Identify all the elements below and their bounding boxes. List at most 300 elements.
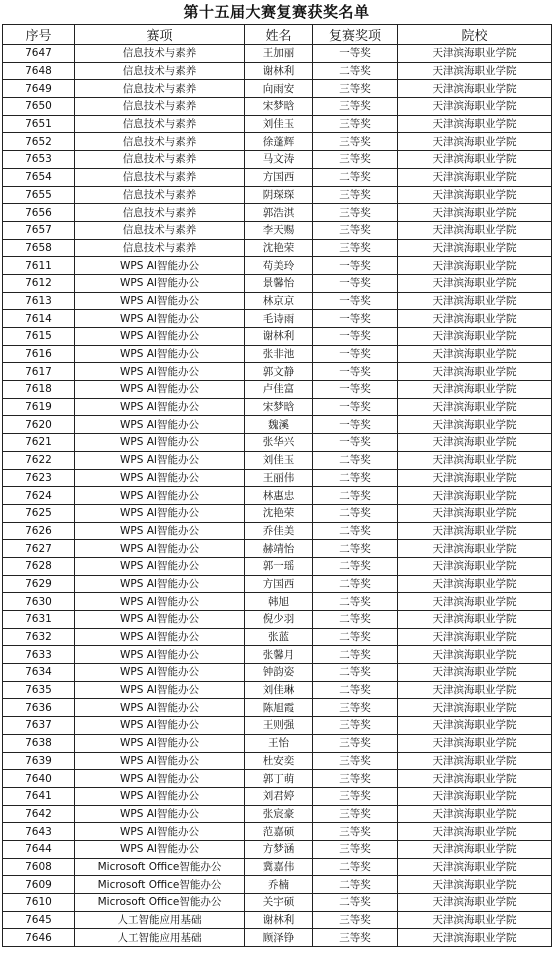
cell-award: 一等奖 bbox=[313, 310, 398, 328]
cell-event: Microsoft Office智能办公 bbox=[75, 894, 245, 912]
cell-serial: 7638 bbox=[3, 734, 75, 752]
table-row bbox=[3, 611, 552, 629]
cell-name: 王怡 bbox=[245, 734, 313, 752]
cell-name: 刘君婷 bbox=[245, 787, 313, 805]
cell-school: 天津滨海职业学院 bbox=[398, 770, 552, 788]
cell-event: 信息技术与素养 bbox=[75, 80, 245, 98]
cell-name: 林京京 bbox=[245, 292, 313, 310]
cell-serial: 7647 bbox=[3, 45, 75, 63]
cell-event: WPS AI智能办公 bbox=[75, 310, 245, 328]
cell-serial: 7612 bbox=[3, 274, 75, 292]
cell-award: 三等奖 bbox=[313, 98, 398, 116]
cell-award: 三等奖 bbox=[313, 239, 398, 257]
cell-name: 徐蓬辉 bbox=[245, 133, 313, 151]
cell-award: 二等奖 bbox=[313, 628, 398, 646]
table-row bbox=[3, 734, 552, 752]
table-row bbox=[3, 646, 552, 664]
cell-school: 天津滨海职业学院 bbox=[398, 611, 552, 629]
cell-school: 天津滨海职业学院 bbox=[398, 664, 552, 682]
table-row bbox=[3, 416, 552, 434]
cell-name: 谢林利 bbox=[245, 328, 313, 346]
cell-event: WPS AI智能办公 bbox=[75, 664, 245, 682]
cell-school: 天津滨海职业学院 bbox=[398, 257, 552, 275]
cell-award: 二等奖 bbox=[313, 469, 398, 487]
cell-school: 天津滨海职业学院 bbox=[398, 752, 552, 770]
table-header bbox=[3, 25, 552, 45]
cell-name: 张馨月 bbox=[245, 646, 313, 664]
cell-event: WPS AI智能办公 bbox=[75, 292, 245, 310]
table-row bbox=[3, 257, 552, 275]
header-event: 赛项 bbox=[75, 25, 245, 45]
cell-name: 郭一瑶 bbox=[245, 557, 313, 575]
cell-school: 天津滨海职业学院 bbox=[398, 204, 552, 222]
cell-award: 二等奖 bbox=[313, 557, 398, 575]
cell-school: 天津滨海职业学院 bbox=[398, 646, 552, 664]
cell-name: 韩旭 bbox=[245, 593, 313, 611]
cell-school: 天津滨海职业学院 bbox=[398, 451, 552, 469]
cell-award: 三等奖 bbox=[313, 115, 398, 133]
cell-name: 郭丁萌 bbox=[245, 770, 313, 788]
cell-name: 李天赐 bbox=[245, 221, 313, 239]
cell-award: 一等奖 bbox=[313, 45, 398, 63]
cell-award: 三等奖 bbox=[313, 929, 398, 947]
cell-event: WPS AI智能办公 bbox=[75, 681, 245, 699]
table-body bbox=[3, 45, 552, 947]
cell-name: 冀嘉伟 bbox=[245, 858, 313, 876]
cell-serial: 7654 bbox=[3, 168, 75, 186]
cell-serial: 7618 bbox=[3, 381, 75, 399]
cell-event: WPS AI智能办公 bbox=[75, 557, 245, 575]
cell-school: 天津滨海职业学院 bbox=[398, 45, 552, 63]
cell-serial: 7635 bbox=[3, 681, 75, 699]
cell-award: 三等奖 bbox=[313, 840, 398, 858]
cell-event: 信息技术与素养 bbox=[75, 133, 245, 151]
table-row bbox=[3, 504, 552, 522]
cell-name: 谢林利 bbox=[245, 62, 313, 80]
cell-name: 郭浩淇 bbox=[245, 204, 313, 222]
cell-award: 三等奖 bbox=[313, 80, 398, 98]
cell-serial: 7623 bbox=[3, 469, 75, 487]
cell-award: 二等奖 bbox=[313, 681, 398, 699]
cell-school: 天津滨海职业学院 bbox=[398, 717, 552, 735]
table-row bbox=[3, 894, 552, 912]
cell-name: 宋梦晗 bbox=[245, 398, 313, 416]
table-row bbox=[3, 858, 552, 876]
cell-name: 林惠忠 bbox=[245, 487, 313, 505]
table-row bbox=[3, 363, 552, 381]
table-row bbox=[3, 168, 552, 186]
cell-event: WPS AI智能办公 bbox=[75, 805, 245, 823]
cell-award: 三等奖 bbox=[313, 151, 398, 169]
cell-school: 天津滨海职业学院 bbox=[398, 593, 552, 611]
cell-name: 向雨安 bbox=[245, 80, 313, 98]
header-school: 院校 bbox=[398, 25, 552, 45]
cell-award: 二等奖 bbox=[313, 575, 398, 593]
cell-event: 信息技术与素养 bbox=[75, 168, 245, 186]
cell-event: WPS AI智能办公 bbox=[75, 628, 245, 646]
cell-serial: 7622 bbox=[3, 451, 75, 469]
cell-event: 信息技术与素养 bbox=[75, 115, 245, 133]
cell-event: 人工智能应用基础 bbox=[75, 911, 245, 929]
cell-name: 宋梦晗 bbox=[245, 98, 313, 116]
cell-name: 张非池 bbox=[245, 345, 313, 363]
table-row bbox=[3, 787, 552, 805]
table-row bbox=[3, 469, 552, 487]
cell-school: 天津滨海职业学院 bbox=[398, 557, 552, 575]
cell-serial: 7630 bbox=[3, 593, 75, 611]
table-row bbox=[3, 575, 552, 593]
cell-serial: 7652 bbox=[3, 133, 75, 151]
cell-event: WPS AI智能办公 bbox=[75, 787, 245, 805]
table-row bbox=[3, 628, 552, 646]
table-row bbox=[3, 274, 552, 292]
cell-serial: 7645 bbox=[3, 911, 75, 929]
cell-serial: 7633 bbox=[3, 646, 75, 664]
cell-name: 关宇硕 bbox=[245, 894, 313, 912]
cell-name: 苟美玲 bbox=[245, 257, 313, 275]
cell-serial: 7624 bbox=[3, 487, 75, 505]
cell-event: WPS AI智能办公 bbox=[75, 469, 245, 487]
cell-serial: 7640 bbox=[3, 770, 75, 788]
cell-event: WPS AI智能办公 bbox=[75, 451, 245, 469]
cell-award: 三等奖 bbox=[313, 911, 398, 929]
cell-school: 天津滨海职业学院 bbox=[398, 345, 552, 363]
cell-event: WPS AI智能办公 bbox=[75, 434, 245, 452]
table-row bbox=[3, 115, 552, 133]
cell-school: 天津滨海职业学院 bbox=[398, 398, 552, 416]
cell-event: WPS AI智能办公 bbox=[75, 398, 245, 416]
cell-award: 二等奖 bbox=[313, 858, 398, 876]
cell-award: 一等奖 bbox=[313, 345, 398, 363]
cell-name: 刘佳玉 bbox=[245, 451, 313, 469]
table-row bbox=[3, 381, 552, 399]
cell-serial: 7620 bbox=[3, 416, 75, 434]
cell-award: 二等奖 bbox=[313, 62, 398, 80]
cell-name: 卢佳富 bbox=[245, 381, 313, 399]
cell-name: 郭文静 bbox=[245, 363, 313, 381]
cell-school: 天津滨海职业学院 bbox=[398, 292, 552, 310]
cell-event: WPS AI智能办公 bbox=[75, 328, 245, 346]
cell-school: 天津滨海职业学院 bbox=[398, 858, 552, 876]
cell-event: 人工智能应用基础 bbox=[75, 929, 245, 947]
cell-name: 景馨怡 bbox=[245, 274, 313, 292]
cell-event: WPS AI智能办公 bbox=[75, 611, 245, 629]
cell-event: WPS AI智能办公 bbox=[75, 381, 245, 399]
cell-serial: 7629 bbox=[3, 575, 75, 593]
cell-name: 方国西 bbox=[245, 168, 313, 186]
cell-serial: 7625 bbox=[3, 504, 75, 522]
cell-award: 一等奖 bbox=[313, 398, 398, 416]
cell-school: 天津滨海职业学院 bbox=[398, 504, 552, 522]
cell-serial: 7650 bbox=[3, 98, 75, 116]
cell-serial: 7611 bbox=[3, 257, 75, 275]
table-row bbox=[3, 805, 552, 823]
table-row bbox=[3, 221, 552, 239]
cell-school: 天津滨海职业学院 bbox=[398, 363, 552, 381]
table-row bbox=[3, 911, 552, 929]
table-row bbox=[3, 133, 552, 151]
cell-event: 信息技术与素养 bbox=[75, 45, 245, 63]
cell-school: 天津滨海职业学院 bbox=[398, 823, 552, 841]
cell-serial: 7646 bbox=[3, 929, 75, 947]
table-row bbox=[3, 239, 552, 257]
cell-name: 刘佳玉 bbox=[245, 115, 313, 133]
cell-school: 天津滨海职业学院 bbox=[398, 469, 552, 487]
cell-school: 天津滨海职业学院 bbox=[398, 522, 552, 540]
cell-serial: 7615 bbox=[3, 328, 75, 346]
cell-award: 一等奖 bbox=[313, 257, 398, 275]
cell-event: WPS AI智能办公 bbox=[75, 575, 245, 593]
table-row bbox=[3, 98, 552, 116]
cell-name: 陈旭霞 bbox=[245, 699, 313, 717]
cell-award: 三等奖 bbox=[313, 133, 398, 151]
cell-serial: 7643 bbox=[3, 823, 75, 841]
cell-school: 天津滨海职业学院 bbox=[398, 876, 552, 894]
table-row bbox=[3, 593, 552, 611]
table-row bbox=[3, 310, 552, 328]
cell-event: WPS AI智能办公 bbox=[75, 840, 245, 858]
cell-event: 信息技术与素养 bbox=[75, 62, 245, 80]
table-row bbox=[3, 557, 552, 575]
cell-serial: 7651 bbox=[3, 115, 75, 133]
cell-serial: 7655 bbox=[3, 186, 75, 204]
table-row bbox=[3, 929, 552, 947]
cell-name: 赫靖怡 bbox=[245, 540, 313, 558]
cell-name: 倪少羽 bbox=[245, 611, 313, 629]
cell-school: 天津滨海职业学院 bbox=[398, 628, 552, 646]
cell-award: 三等奖 bbox=[313, 823, 398, 841]
cell-event: WPS AI智能办公 bbox=[75, 345, 245, 363]
cell-name: 方国西 bbox=[245, 575, 313, 593]
cell-award: 一等奖 bbox=[313, 292, 398, 310]
cell-school: 天津滨海职业学院 bbox=[398, 239, 552, 257]
cell-serial: 7642 bbox=[3, 805, 75, 823]
cell-event: WPS AI智能办公 bbox=[75, 752, 245, 770]
cell-serial: 7658 bbox=[3, 239, 75, 257]
cell-school: 天津滨海职业学院 bbox=[398, 575, 552, 593]
cell-serial: 7627 bbox=[3, 540, 75, 558]
cell-event: Microsoft Office智能办公 bbox=[75, 858, 245, 876]
cell-serial: 7617 bbox=[3, 363, 75, 381]
cell-serial: 7631 bbox=[3, 611, 75, 629]
table-row bbox=[3, 434, 552, 452]
table-row bbox=[3, 717, 552, 735]
cell-event: WPS AI智能办公 bbox=[75, 504, 245, 522]
cell-event: WPS AI智能办公 bbox=[75, 522, 245, 540]
cell-event: WPS AI智能办公 bbox=[75, 699, 245, 717]
table-row bbox=[3, 328, 552, 346]
cell-school: 天津滨海职业学院 bbox=[398, 540, 552, 558]
cell-serial: 7614 bbox=[3, 310, 75, 328]
cell-school: 天津滨海职业学院 bbox=[398, 734, 552, 752]
cell-serial: 7639 bbox=[3, 752, 75, 770]
header-row bbox=[3, 25, 552, 45]
cell-serial: 7616 bbox=[3, 345, 75, 363]
cell-award: 三等奖 bbox=[313, 717, 398, 735]
cell-award: 二等奖 bbox=[313, 894, 398, 912]
table-row bbox=[3, 80, 552, 98]
cell-name: 刘佳琳 bbox=[245, 681, 313, 699]
cell-school: 天津滨海职业学院 bbox=[398, 168, 552, 186]
cell-serial: 7609 bbox=[3, 876, 75, 894]
cell-award: 一等奖 bbox=[313, 434, 398, 452]
cell-serial: 7644 bbox=[3, 840, 75, 858]
cell-name: 顾泽铮 bbox=[245, 929, 313, 947]
cell-name: 张宸豪 bbox=[245, 805, 313, 823]
cell-school: 天津滨海职业学院 bbox=[398, 98, 552, 116]
cell-serial: 7637 bbox=[3, 717, 75, 735]
cell-award: 二等奖 bbox=[313, 451, 398, 469]
cell-event: WPS AI智能办公 bbox=[75, 487, 245, 505]
cell-event: WPS AI智能办公 bbox=[75, 274, 245, 292]
cell-name: 张蓝 bbox=[245, 628, 313, 646]
cell-award: 三等奖 bbox=[313, 734, 398, 752]
header-name: 姓名 bbox=[245, 25, 313, 45]
cell-serial: 7653 bbox=[3, 151, 75, 169]
cell-serial: 7634 bbox=[3, 664, 75, 682]
cell-event: 信息技术与素养 bbox=[75, 204, 245, 222]
cell-award: 二等奖 bbox=[313, 168, 398, 186]
cell-award: 二等奖 bbox=[313, 504, 398, 522]
cell-school: 天津滨海职业学院 bbox=[398, 699, 552, 717]
cell-school: 天津滨海职业学院 bbox=[398, 151, 552, 169]
header-award: 复赛奖项 bbox=[313, 25, 398, 45]
cell-serial: 7613 bbox=[3, 292, 75, 310]
cell-event: WPS AI智能办公 bbox=[75, 416, 245, 434]
cell-event: WPS AI智能办公 bbox=[75, 363, 245, 381]
cell-award: 二等奖 bbox=[313, 646, 398, 664]
cell-award: 三等奖 bbox=[313, 221, 398, 239]
cell-school: 天津滨海职业学院 bbox=[398, 62, 552, 80]
cell-event: 信息技术与素养 bbox=[75, 98, 245, 116]
cell-event: WPS AI智能办公 bbox=[75, 717, 245, 735]
cell-serial: 7610 bbox=[3, 894, 75, 912]
cell-event: WPS AI智能办公 bbox=[75, 823, 245, 841]
cell-event: 信息技术与素养 bbox=[75, 151, 245, 169]
table-row bbox=[3, 823, 552, 841]
table-row bbox=[3, 398, 552, 416]
cell-award: 二等奖 bbox=[313, 876, 398, 894]
cell-event: WPS AI智能办公 bbox=[75, 540, 245, 558]
cell-event: Microsoft Office智能办公 bbox=[75, 876, 245, 894]
cell-serial: 7657 bbox=[3, 221, 75, 239]
cell-name: 乔楠 bbox=[245, 876, 313, 894]
table-row bbox=[3, 45, 552, 63]
cell-award: 一等奖 bbox=[313, 274, 398, 292]
cell-name: 钟韵姿 bbox=[245, 664, 313, 682]
cell-name: 王则强 bbox=[245, 717, 313, 735]
cell-name: 王加丽 bbox=[245, 45, 313, 63]
cell-event: 信息技术与素养 bbox=[75, 186, 245, 204]
cell-school: 天津滨海职业学院 bbox=[398, 681, 552, 699]
cell-school: 天津滨海职业学院 bbox=[398, 133, 552, 151]
cell-award: 一等奖 bbox=[313, 363, 398, 381]
cell-school: 天津滨海职业学院 bbox=[398, 274, 552, 292]
table-row bbox=[3, 664, 552, 682]
cell-school: 天津滨海职业学院 bbox=[398, 894, 552, 912]
cell-name: 魏溪 bbox=[245, 416, 313, 434]
cell-school: 天津滨海职业学院 bbox=[398, 787, 552, 805]
table-row bbox=[3, 540, 552, 558]
cell-event: 信息技术与素养 bbox=[75, 221, 245, 239]
table-row bbox=[3, 699, 552, 717]
cell-award: 二等奖 bbox=[313, 540, 398, 558]
cell-award: 一等奖 bbox=[313, 328, 398, 346]
header-serial: 序号 bbox=[3, 25, 75, 45]
cell-serial: 7656 bbox=[3, 204, 75, 222]
cell-serial: 7632 bbox=[3, 628, 75, 646]
cell-school: 天津滨海职业学院 bbox=[398, 310, 552, 328]
table-row bbox=[3, 752, 552, 770]
cell-serial: 7619 bbox=[3, 398, 75, 416]
table-row bbox=[3, 487, 552, 505]
cell-award: 一等奖 bbox=[313, 381, 398, 399]
cell-name: 杜安奕 bbox=[245, 752, 313, 770]
cell-name: 范嘉硕 bbox=[245, 823, 313, 841]
cell-serial: 7628 bbox=[3, 557, 75, 575]
cell-name: 方梦涵 bbox=[245, 840, 313, 858]
page-title: 第十五届大赛复赛获奖名单 bbox=[183, 3, 370, 21]
award-table bbox=[2, 24, 552, 947]
table-row bbox=[3, 770, 552, 788]
cell-school: 天津滨海职业学院 bbox=[398, 487, 552, 505]
cell-name: 阴琛琛 bbox=[245, 186, 313, 204]
cell-serial: 7649 bbox=[3, 80, 75, 98]
cell-school: 天津滨海职业学院 bbox=[398, 805, 552, 823]
cell-event: WPS AI智能办公 bbox=[75, 734, 245, 752]
cell-name: 沈艳荣 bbox=[245, 504, 313, 522]
cell-name: 乔佳美 bbox=[245, 522, 313, 540]
table-row bbox=[3, 522, 552, 540]
cell-name: 张华兴 bbox=[245, 434, 313, 452]
cell-serial: 7626 bbox=[3, 522, 75, 540]
cell-school: 天津滨海职业学院 bbox=[398, 186, 552, 204]
cell-school: 天津滨海职业学院 bbox=[398, 80, 552, 98]
table-row bbox=[3, 151, 552, 169]
table-row bbox=[3, 62, 552, 80]
cell-award: 三等奖 bbox=[313, 770, 398, 788]
table-row bbox=[3, 186, 552, 204]
cell-award: 三等奖 bbox=[313, 752, 398, 770]
cell-award: 二等奖 bbox=[313, 593, 398, 611]
cell-school: 天津滨海职业学院 bbox=[398, 416, 552, 434]
cell-award: 二等奖 bbox=[313, 664, 398, 682]
cell-serial: 7621 bbox=[3, 434, 75, 452]
cell-event: WPS AI智能办公 bbox=[75, 593, 245, 611]
table-row bbox=[3, 204, 552, 222]
cell-award: 三等奖 bbox=[313, 787, 398, 805]
cell-name: 马文涛 bbox=[245, 151, 313, 169]
table-row bbox=[3, 681, 552, 699]
cell-school: 天津滨海职业学院 bbox=[398, 381, 552, 399]
cell-award: 三等奖 bbox=[313, 805, 398, 823]
cell-school: 天津滨海职业学院 bbox=[398, 911, 552, 929]
cell-event: 信息技术与素养 bbox=[75, 239, 245, 257]
cell-name: 毛诗雨 bbox=[245, 310, 313, 328]
table-row bbox=[3, 876, 552, 894]
cell-event: WPS AI智能办公 bbox=[75, 770, 245, 788]
cell-serial: 7648 bbox=[3, 62, 75, 80]
cell-name: 谢林利 bbox=[245, 911, 313, 929]
cell-award: 二等奖 bbox=[313, 487, 398, 505]
cell-school: 天津滨海职业学院 bbox=[398, 328, 552, 346]
cell-award: 一等奖 bbox=[313, 416, 398, 434]
cell-award: 三等奖 bbox=[313, 699, 398, 717]
cell-name: 沈艳荣 bbox=[245, 239, 313, 257]
cell-award: 三等奖 bbox=[313, 204, 398, 222]
cell-school: 天津滨海职业学院 bbox=[398, 840, 552, 858]
cell-event: WPS AI智能办公 bbox=[75, 646, 245, 664]
